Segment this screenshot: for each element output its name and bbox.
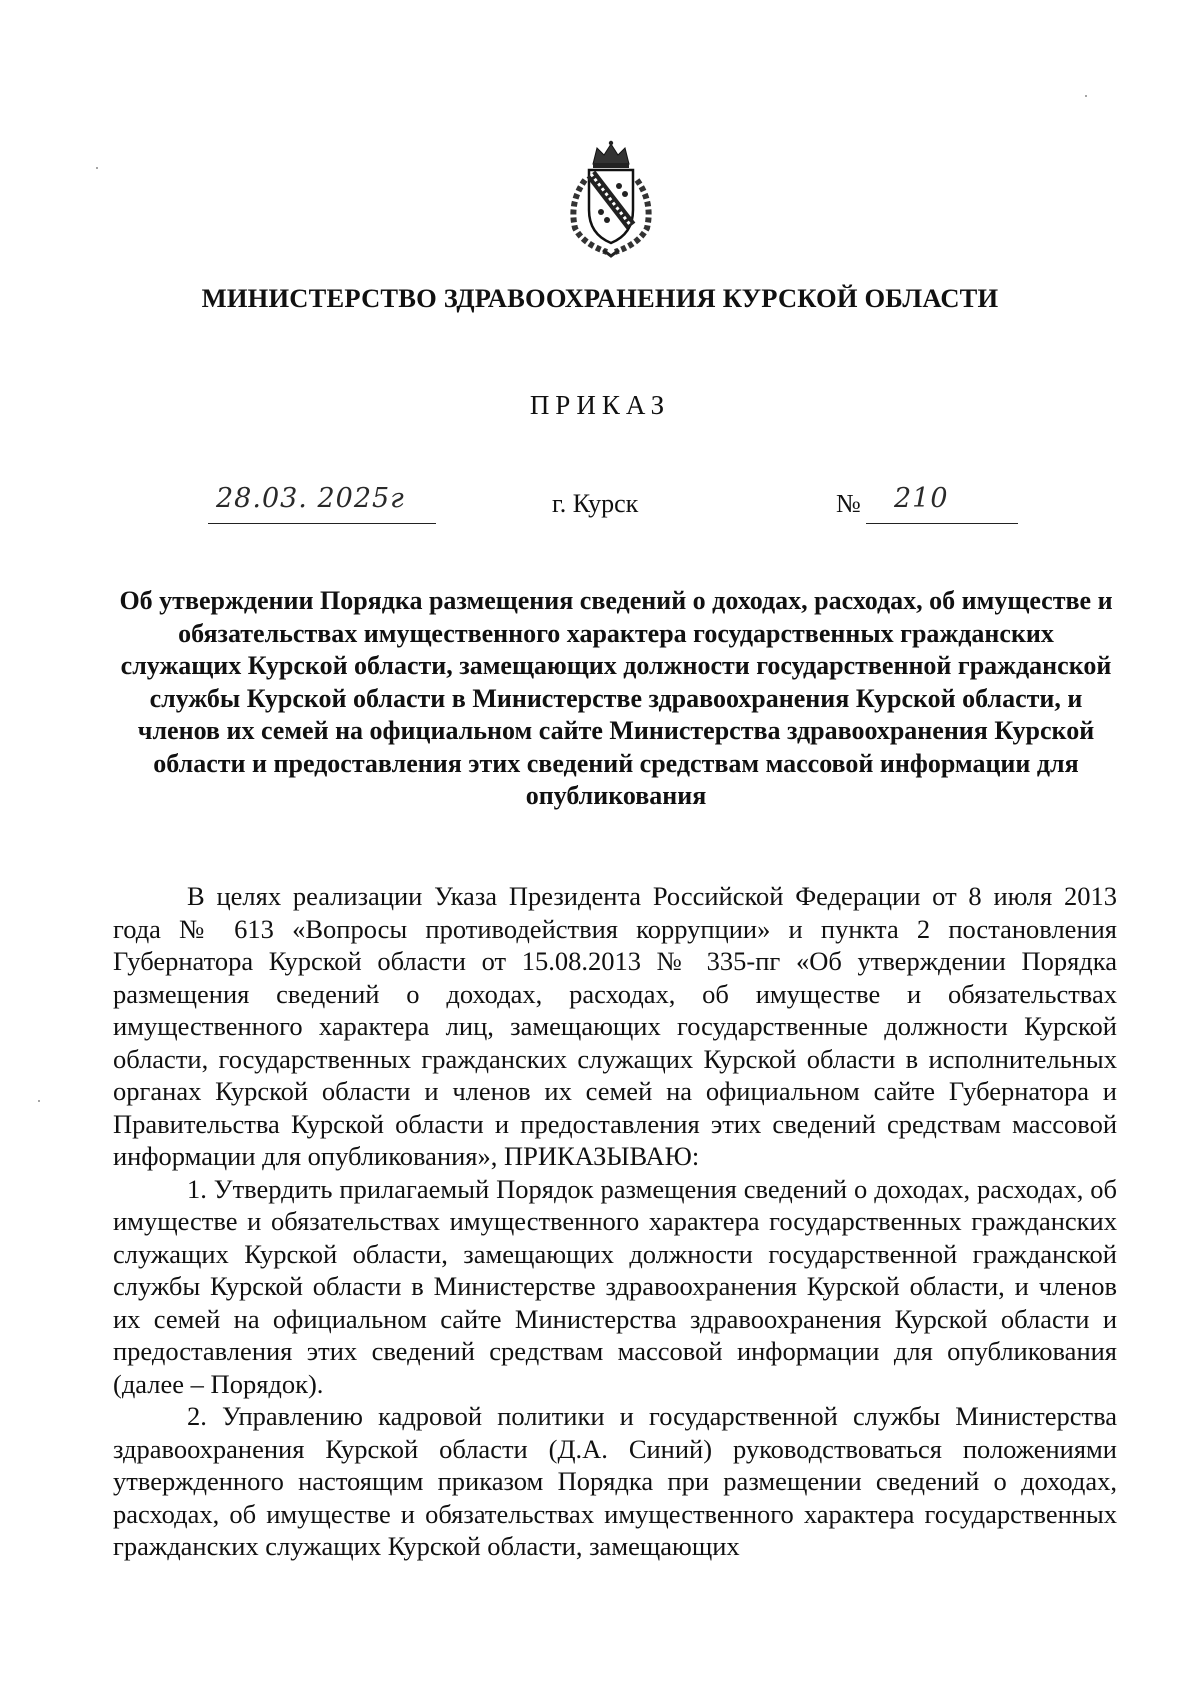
- handwritten-number: 210: [894, 483, 949, 514]
- city: г. Курск: [552, 489, 639, 518]
- preamble-paragraph: В целях реализации Указа Президента Российской Федерации от 8 июля 2013 года № 613 «Вопросы противодействия коррупции» и пункта 2 постановления Губернатора Курской области от 15.08.2013 № 335-пг «Об утверждении Порядка размещения сведений о доходах, расходах, об имуществе и обязательствах имущественного характера лиц, замещающих государственные должности Курской области, государственных гражданских служащих Курской области в исполнительных органах Курской области и членов их семей на официальном сайте Губернатора и Правительства Курской области и предоставления этих сведений средствам массовой информации для опубликования», ПРИКАЗЫВАЮ:: [113, 881, 1117, 1171]
- ministry-name: МИНИСТЕРСТВО ЗДРАВООХРАНЕНИЯ КУРСКОЙ ОБЛАСТИ: [201, 283, 999, 313]
- scan-speck: [1085, 95, 1087, 97]
- order-body: [113, 880, 1117, 1563]
- number-label: №: [836, 489, 861, 518]
- order-subject: Об утверждении Порядка размещения сведений о доходах, расходах, об имуществе и обязательствах имущественного характера государственных гражданских служащих Курской области, замещающих должности государственной гражданской службы Курской области в Министерстве здравоохранения Курской области, и членов их семей на официальном сайте Министерства здравоохранения Курской области и предоставления этих сведений средствам массовой информации для опубликования: [119, 586, 1113, 810]
- number-field: [866, 483, 1018, 524]
- coat-of-arms-emblem: [563, 140, 659, 258]
- clause-2: 2. Управлению кадровой политики и государственной службы Министерства здравоохранения Курской области (Д.А. Синий) руководствоваться положениями утвержденного настоящим приказом Порядка при размещении сведений о доходах, расходах, об имуществе и обязательствах имущественного характера государственных гражданских служащих Курской области, замещающих: [113, 1401, 1117, 1561]
- document-type: ПРИКАЗ: [529, 390, 671, 420]
- scan-speck: [38, 1100, 40, 1102]
- date-field: [208, 483, 436, 524]
- clause-1: 1. Утвердить прилагаемый Порядок размещения сведений о доходах, расходах, об имуществе и обязательствах имущественного характера государственных гражданских служащих Курской области, замещающих должности государственной гражданской службы Курской области в Министерстве здравоохранения Курской области, и членов их семей на официальном сайте Министерства здравоохранения Курской области и предоставления этих сведений средствам массовой информации для опубликования (далее – Порядок).: [113, 1173, 1117, 1399]
- scan-speck: [96, 167, 98, 169]
- handwritten-date: 28.03. 2025г: [216, 483, 405, 514]
